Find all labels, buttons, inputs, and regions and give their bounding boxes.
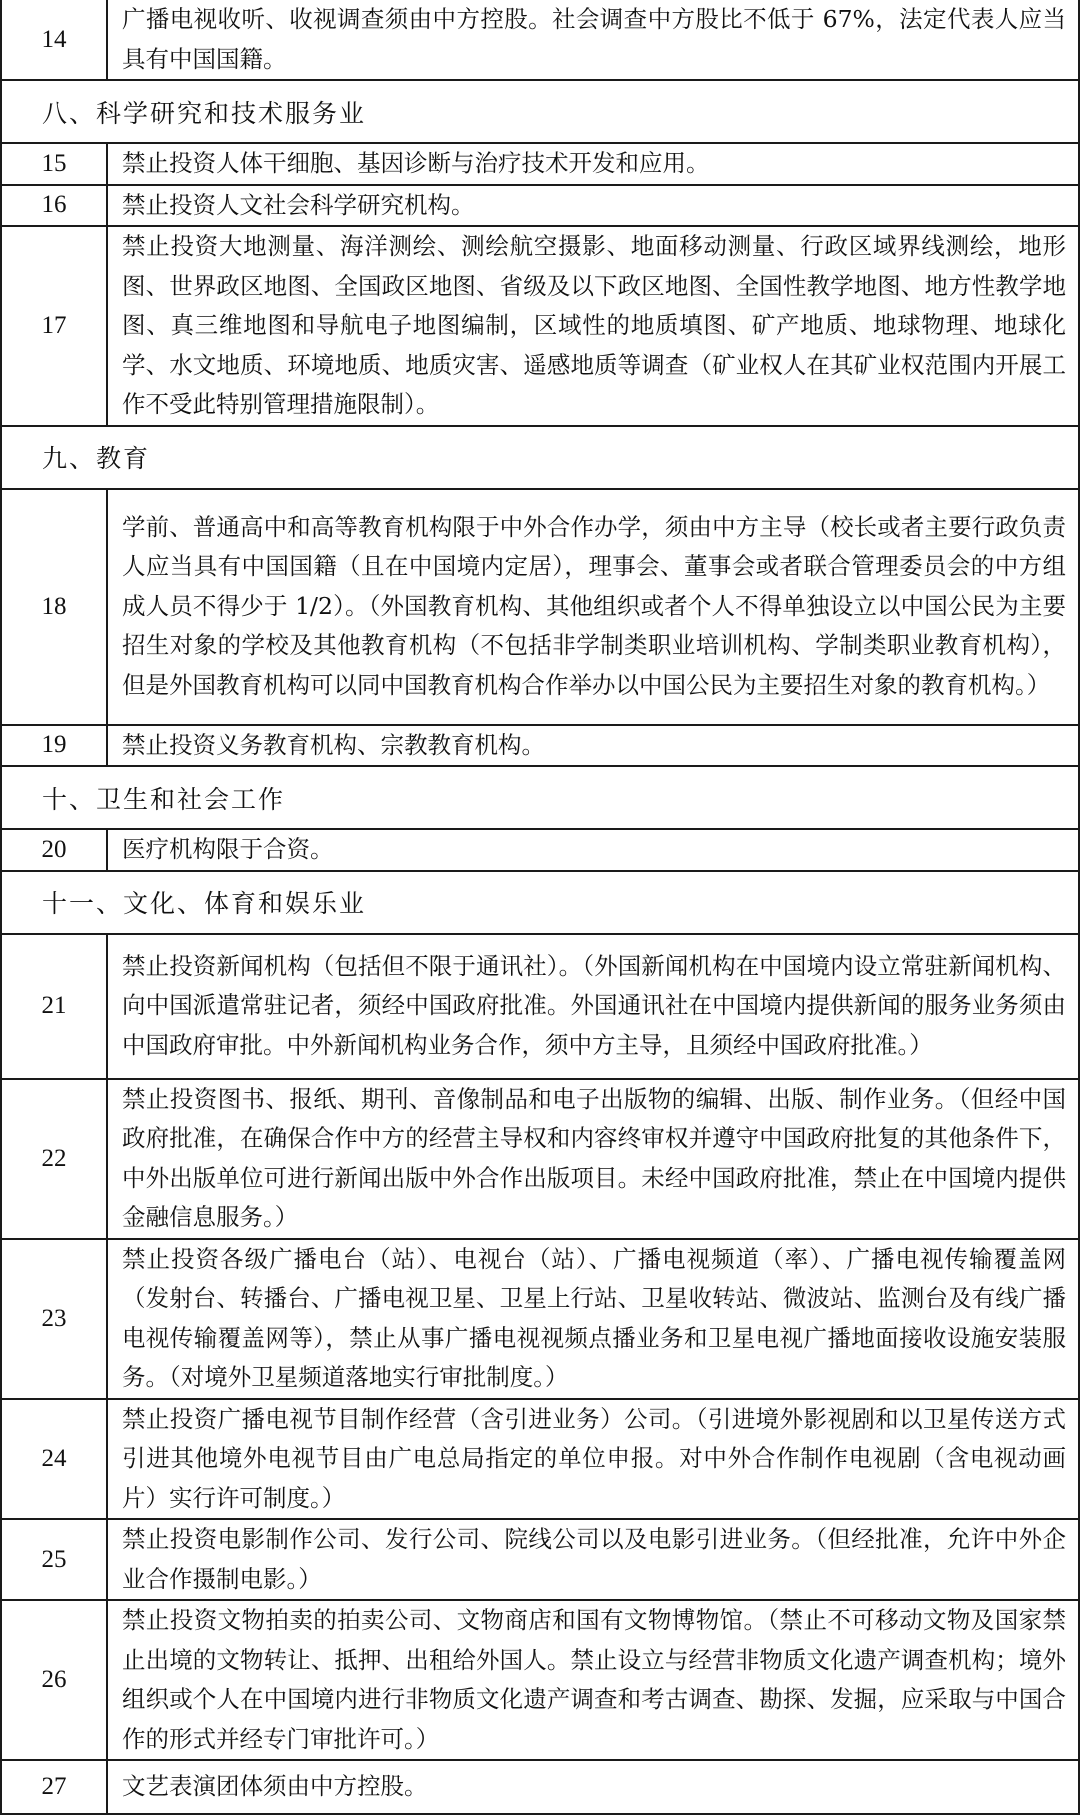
item-number: 21 xyxy=(1,934,107,1079)
item-text: 禁止投资各级广播电台（站）、电视台（站）、广播电视频道（率）、广播电视传输覆盖网（发射台、转播台、广播电视卫星、卫星上行站、卫星收转站、微波站、监测台及有线广播电视传输覆盖网等），禁止从事广播电视视频点播业务和卫星电视广播地面接收设施安装服务。（对境外卫星频道落地实行审批制度。） xyxy=(107,1239,1079,1399)
item-text: 禁止投资人文社会科学研究机构。 xyxy=(107,185,1079,227)
item-number: 18 xyxy=(1,489,107,725)
item-number: 24 xyxy=(1,1399,107,1520)
item-text: 医疗机构限于合资。 xyxy=(107,829,1079,871)
section-row xyxy=(1,426,1079,489)
table-row xyxy=(1,185,1079,227)
item-number: 19 xyxy=(1,725,107,767)
table-row xyxy=(1,934,1079,1079)
item-text: 禁止投资新闻机构（包括但不限于通讯社）。（外国新闻机构在中国境内设立常驻新闻机构、向中国派遣常驻记者，须经中国政府批准。外国通讯社在中国境内提供新闻的服务业务须由中国政府审批。中外新闻机构业务合作，须中方主导，且须经中国政府批准。） xyxy=(107,934,1079,1079)
table-row xyxy=(1,1760,1079,1814)
section-heading: 九、教育 xyxy=(1,426,1079,489)
section-row xyxy=(1,80,1079,143)
table-row xyxy=(1,489,1079,725)
item-text: 广播电视收听、收视调查须由中方控股。社会调查中方股比不低于 67%，法定代表人应当具有中国国籍。 xyxy=(107,0,1079,80)
section-row xyxy=(1,766,1079,829)
item-number: 22 xyxy=(1,1079,107,1239)
item-text: 禁止投资电影制作公司、发行公司、院线公司以及电影引进业务。（但经批准，允许中外企业合作摄制电影。） xyxy=(107,1519,1079,1600)
item-text: 禁止投资广播电视节目制作经营（含引进业务）公司。（引进境外影视剧和以卫星传送方式引进其他境外电视节目由广电总局指定的单位申报。对中外合作制作电视剧（含电视动画片）实行许可制度。） xyxy=(107,1399,1079,1520)
item-text: 禁止投资图书、报纸、期刊、音像制品和电子出版物的编辑、出版、制作业务。（但经中国政府批准，在确保合作中方的经营主导权和内容终审权并遵守中国政府批复的其他条件下，中外出版单位可进行新闻出版中外合作出版项目。未经中国政府批准，禁止在中国境内提供金融信息服务。） xyxy=(107,1079,1079,1239)
item-text: 禁止投资义务教育机构、宗教教育机构。 xyxy=(107,725,1079,767)
item-number: 25 xyxy=(1,1519,107,1600)
table-row xyxy=(1,1399,1079,1520)
item-text: 禁止投资文物拍卖的拍卖公司、文物商店和国有文物博物馆。（禁止不可移动文物及国家禁止出境的文物转让、抵押、出租给外国人。禁止设立与经营非物质文化遗产调查机构；境外组织或个人在中国境内进行非物质文化遗产调查和考古调查、勘探、发掘，应采取与中国合作的形式并经专门审批许可。） xyxy=(107,1600,1079,1760)
item-text: 学前、普通高中和高等教育机构限于中外合作办学，须由中方主导（校长或者主要行政负责人应当具有中国国籍（且在中国境内定居），理事会、董事会或者联合管理委员会的中方组成人员不得少于 1/2）。（外国教育机构、其他组织或者个人不得单独设立以中国公民为主要招生对象的学校及其他教育机构（不包括非学制类职业培训机构、学制类职业教育机构），但是外国教育机构可以同中国教育机构合作举办以中国公民为主要招生对象的教育机构。） xyxy=(107,489,1079,725)
item-number: 14 xyxy=(1,0,107,80)
item-number: 20 xyxy=(1,829,107,871)
section-heading: 十一、文化、体育和娱乐业 xyxy=(1,871,1079,934)
table-row xyxy=(1,226,1079,426)
item-number: 27 xyxy=(1,1760,107,1814)
item-text: 文艺表演团体须由中方控股。 xyxy=(107,1760,1079,1814)
table-row xyxy=(1,1239,1079,1399)
item-number: 23 xyxy=(1,1239,107,1399)
item-number: 26 xyxy=(1,1600,107,1760)
item-text: 禁止投资人体干细胞、基因诊断与治疗技术开发和应用。 xyxy=(107,143,1079,185)
section-heading: 十、卫生和社会工作 xyxy=(1,766,1079,829)
table-row xyxy=(1,0,1079,80)
item-number: 15 xyxy=(1,143,107,185)
item-number: 17 xyxy=(1,226,107,426)
table-row xyxy=(1,1079,1079,1239)
table-row xyxy=(1,725,1079,767)
item-number: 16 xyxy=(1,185,107,227)
section-heading: 八、科学研究和技术服务业 xyxy=(1,80,1079,143)
item-text: 禁止投资大地测量、海洋测绘、测绘航空摄影、地面移动测量、行政区域界线测绘，地形图、世界政区地图、全国政区地图、省级及以下政区地图、全国性教学地图、地方性教学地图、真三维地图和导航电子地图编制，区域性的地质填图、矿产地质、地球物理、地球化学、水文地质、环境地质、地质灾害、遥感地质等调查（矿业权人在其矿业权范围内开展工作不受此特别管理措施限制）。 xyxy=(107,226,1079,426)
table-row xyxy=(1,1519,1079,1600)
table-row xyxy=(1,1600,1079,1760)
section-row xyxy=(1,871,1079,934)
table-row xyxy=(1,829,1079,871)
table-row xyxy=(1,143,1079,185)
